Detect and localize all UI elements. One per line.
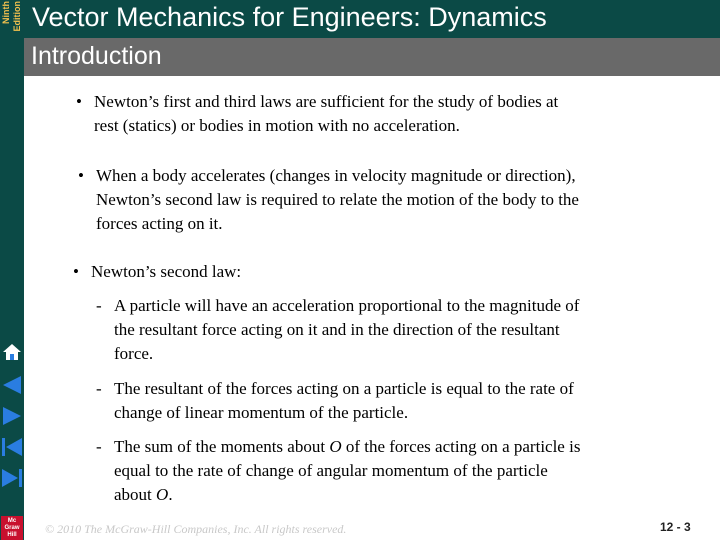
bullet-line: Newton’s first and third laws are sufficient for the study of bodies at xyxy=(94,92,559,111)
header-bar xyxy=(0,0,720,38)
dash-mark: - xyxy=(96,296,102,315)
bullet-text xyxy=(94,90,558,138)
sub-item xyxy=(96,377,696,427)
bullet-line: Newton’s second law is required to relate the motion of the body to the xyxy=(96,190,579,209)
next-slide-icon xyxy=(1,404,23,428)
bullet-item xyxy=(76,90,696,140)
copyright-notice: © 2010 The McGraw-Hill Companies, Inc. All rights reserved. xyxy=(45,522,347,536)
logo-line-1: Mc xyxy=(7,518,17,524)
edition-line-2: Edition xyxy=(12,1,22,32)
section-bar xyxy=(24,38,720,76)
text-segment: about xyxy=(114,485,157,504)
variable-o: O xyxy=(329,437,342,456)
sub-item-line: change of linear momentum of the particle. xyxy=(114,403,409,422)
publisher-logo xyxy=(1,516,23,540)
dash-mark: - xyxy=(96,437,102,456)
sub-item-line: A particle will have an acceleration proportional to the magnitude of xyxy=(114,296,580,315)
edition-label xyxy=(0,0,24,38)
bullet-mark: • xyxy=(73,262,79,281)
text-segment: . xyxy=(168,485,173,504)
home-icon xyxy=(1,340,23,364)
sub-item-line: equal to the rate of change of angular momentum of the particle xyxy=(114,461,548,480)
bullet-line: rest (statics) or bodies in motion with no acceleration. xyxy=(94,116,460,135)
next-slide-button[interactable] xyxy=(1,404,23,428)
sub-item-line: force. xyxy=(114,344,154,363)
sub-item-line xyxy=(114,483,580,507)
section-title: Introduction xyxy=(31,42,162,70)
home-button[interactable] xyxy=(1,340,23,364)
first-slide-button[interactable] xyxy=(1,435,23,459)
bullet-line: Newton’s second law: xyxy=(91,262,242,281)
dash-mark: - xyxy=(96,379,102,398)
sub-item-line: the resultant force acting on it and in the direction of the resultant xyxy=(114,320,560,339)
page-number: 12 - 3 xyxy=(660,520,691,534)
sub-item-text xyxy=(114,294,579,366)
previous-slide-icon xyxy=(1,373,23,397)
bullet-mark: • xyxy=(76,92,82,111)
navigation-sidebar xyxy=(0,38,24,540)
logo-line-2: Graw xyxy=(4,525,20,531)
bullet-line: When a body accelerates (changes in velocity magnitude or direction), xyxy=(96,166,576,185)
bullet-text xyxy=(96,164,579,236)
variable-o: O xyxy=(156,485,169,504)
first-slide-icon xyxy=(1,435,23,459)
last-slide-button[interactable] xyxy=(1,466,23,490)
sub-item xyxy=(96,294,696,368)
page-title: Vector Mechanics for Engineers: Dynamics xyxy=(32,2,547,32)
sub-item-text xyxy=(114,435,580,507)
text-segment: of the forces acting on a particle is xyxy=(341,437,581,456)
sub-item xyxy=(96,435,696,509)
bullet-line: forces acting on it. xyxy=(96,214,223,233)
last-slide-icon xyxy=(1,466,23,490)
sub-item-line xyxy=(114,435,580,459)
bullet-text xyxy=(91,260,241,284)
sub-item-line: The resultant of the forces acting on a particle is equal to the rate of xyxy=(114,379,574,398)
edition-line-1: Ninth xyxy=(1,1,11,24)
bullet-mark: • xyxy=(78,166,84,185)
bullet-item xyxy=(73,260,693,286)
previous-slide-button[interactable] xyxy=(1,373,23,397)
sub-item-text xyxy=(114,377,574,425)
text-segment: The sum of the moments about xyxy=(114,437,330,456)
logo-line-3: Hill xyxy=(7,532,17,538)
bullet-item xyxy=(78,164,698,238)
